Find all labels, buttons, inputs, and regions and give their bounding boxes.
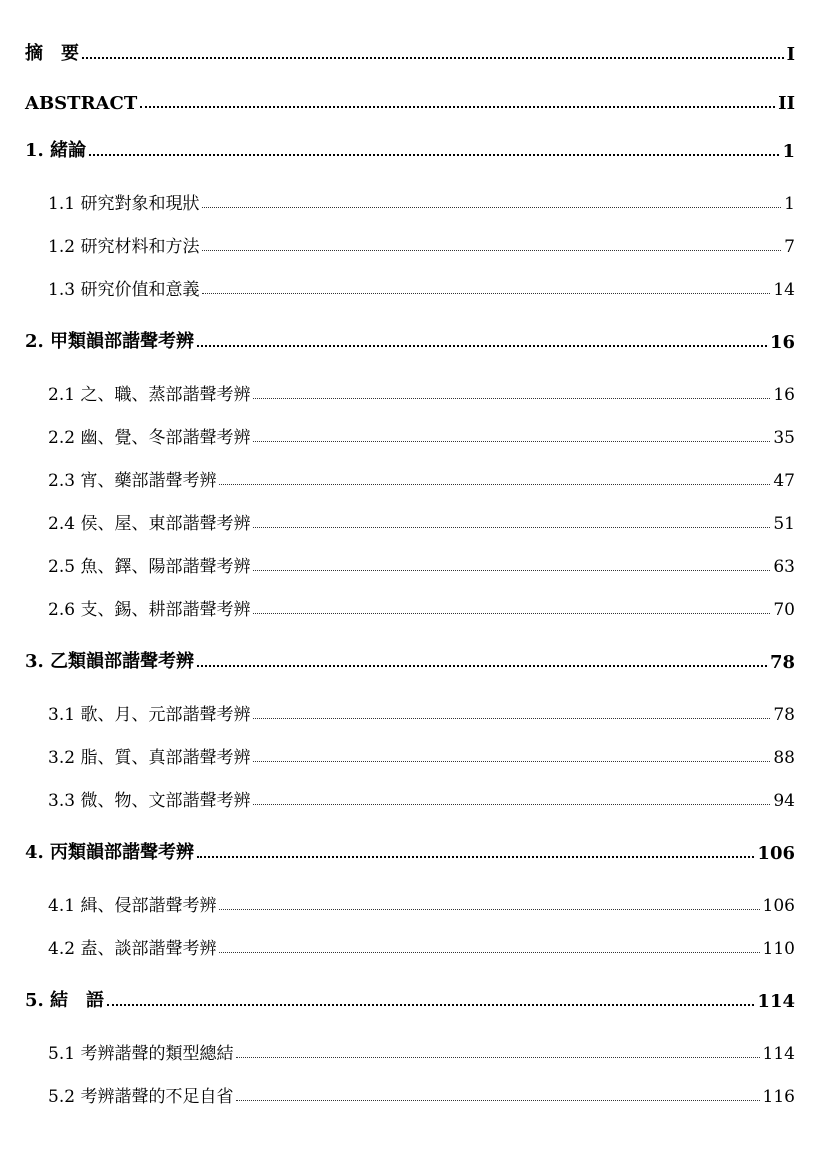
toc-entry-page: 114 <box>757 991 795 1012</box>
toc-entry-chapter-4[interactable] <box>25 834 795 864</box>
toc-entry-page: 78 <box>769 652 795 673</box>
toc-entry-page: 70 <box>773 600 795 620</box>
toc-entry-page: 88 <box>773 748 795 768</box>
dot-leader <box>202 293 770 294</box>
dot-leader <box>219 909 759 910</box>
toc-entry-section-2-4[interactable] <box>25 504 795 534</box>
dot-leader <box>197 856 754 858</box>
toc-entry-section-2-3[interactable] <box>25 461 795 491</box>
toc-entry-page: 106 <box>757 843 795 864</box>
toc-entry-label: 4.2 盍、談部諧聲考辨 <box>48 939 217 959</box>
toc-entry-page: 1 <box>784 194 795 214</box>
dot-leader <box>219 952 759 953</box>
toc-entry-label: 3.3 微、物、文部諧聲考辨 <box>48 791 251 811</box>
toc-entry-label: 3. 乙類韻部諧聲考辨 <box>25 651 195 672</box>
toc-entry-page: 78 <box>773 705 795 725</box>
toc-entry-label: 5.2 考辨諧聲的不足自省 <box>48 1087 234 1107</box>
toc-entry-label: 5.1 考辨諧聲的類型總結 <box>48 1044 234 1064</box>
toc-entry-chapter-5[interactable] <box>25 982 795 1012</box>
dot-leader <box>253 761 770 762</box>
toc-entry-page: I <box>786 44 795 65</box>
toc-entry-page: 16 <box>769 332 795 353</box>
toc-entry-section-2-6[interactable] <box>25 590 795 620</box>
toc-entry-page: 35 <box>773 428 795 448</box>
toc-entry-section-3-2[interactable] <box>25 738 795 768</box>
toc-entry-page: 14 <box>773 280 795 300</box>
toc-entry-section-4-2[interactable] <box>25 929 795 959</box>
toc-entry-page: II <box>778 93 795 114</box>
dot-leader <box>253 718 770 719</box>
toc-entry-section-1-1[interactable] <box>25 184 795 214</box>
toc-entry-page: 110 <box>762 939 795 959</box>
toc-entry-label: 3.1 歌、月、元部諧聲考辨 <box>48 705 251 725</box>
toc-entry-page: 106 <box>762 896 795 916</box>
toc-entry-page: 7 <box>784 237 795 257</box>
toc-entry-page: 16 <box>773 385 795 405</box>
dot-leader <box>253 804 770 805</box>
toc-entry-section-1-2[interactable] <box>25 227 795 257</box>
toc-entry-label: 4. 丙類韻部諧聲考辨 <box>25 842 195 863</box>
toc-entry-section-2-2[interactable] <box>25 418 795 448</box>
toc-entry-section-5-1[interactable] <box>25 1034 795 1064</box>
toc-entry-label: ABSTRACT <box>25 93 138 114</box>
toc-entry-label: 1. 緒論 <box>25 140 87 161</box>
toc-entry-section-3-3[interactable] <box>25 781 795 811</box>
toc-entry-abstract-en[interactable] <box>25 84 795 114</box>
toc-entry-section-2-1[interactable] <box>25 375 795 405</box>
dot-leader <box>236 1100 759 1101</box>
toc-entry-label: 2.5 魚、鐸、陽部諧聲考辨 <box>48 557 251 577</box>
toc-entry-label: 2. 甲類韻部諧聲考辨 <box>25 331 195 352</box>
toc-entry-label: 3.2 脂、質、真部諧聲考辨 <box>48 748 251 768</box>
toc-entry-label: 2.6 支、錫、耕部諧聲考辨 <box>48 600 251 620</box>
dot-leader <box>253 398 770 399</box>
toc-entry-chapter-1[interactable] <box>25 132 795 162</box>
toc-entry-chapter-2[interactable] <box>25 323 795 353</box>
dot-leader <box>236 1057 759 1058</box>
toc-entry-label: 5. 結 語 <box>25 990 105 1011</box>
toc-entry-section-1-3[interactable] <box>25 270 795 300</box>
dot-leader <box>197 665 767 667</box>
dot-leader <box>202 207 781 208</box>
dot-leader <box>197 345 767 347</box>
toc-entry-label: 2.1 之、職、蒸部諧聲考辨 <box>48 385 251 405</box>
toc-entry-page: 47 <box>773 471 795 491</box>
toc-entry-label: 2.4 侯、屋、東部諧聲考辨 <box>48 514 251 534</box>
dot-leader <box>107 1004 754 1006</box>
dot-leader <box>253 613 770 614</box>
toc-entry-section-4-1[interactable] <box>25 886 795 916</box>
toc-entry-abstract-cn[interactable] <box>25 35 795 65</box>
toc-entry-label: 2.3 宵、藥部諧聲考辨 <box>48 471 217 491</box>
toc-entry-chapter-3[interactable] <box>25 643 795 673</box>
dot-leader <box>253 570 770 571</box>
toc-entry-page: 94 <box>773 791 795 811</box>
dot-leader <box>219 484 770 485</box>
toc-entry-section-3-1[interactable] <box>25 695 795 725</box>
toc-entry-page: 116 <box>762 1087 795 1107</box>
toc-entry-page: 51 <box>773 514 795 534</box>
dot-leader <box>253 527 770 528</box>
toc-entry-page: 114 <box>762 1044 795 1064</box>
toc-entry-label: 1.3 研究价值和意義 <box>48 280 200 300</box>
toc-entry-label: 摘 要 <box>25 43 79 64</box>
toc-entry-section-5-2[interactable] <box>25 1077 795 1107</box>
toc-entry-page: 1 <box>782 141 795 162</box>
toc-entry-label: 1.1 研究對象和現狀 <box>48 194 200 214</box>
dot-leader <box>89 154 779 156</box>
dot-leader <box>82 57 784 59</box>
toc-entry-section-2-5[interactable] <box>25 547 795 577</box>
toc-entry-label: 1.2 研究材料和方法 <box>48 237 200 257</box>
dot-leader <box>202 250 781 251</box>
dot-leader <box>253 441 770 442</box>
toc-entry-label: 4.1 緝、侵部諧聲考辨 <box>48 896 217 916</box>
dot-leader <box>140 106 775 108</box>
toc-entry-label: 2.2 幽、覺、冬部諧聲考辨 <box>48 428 251 448</box>
toc-entry-page: 63 <box>773 557 795 577</box>
